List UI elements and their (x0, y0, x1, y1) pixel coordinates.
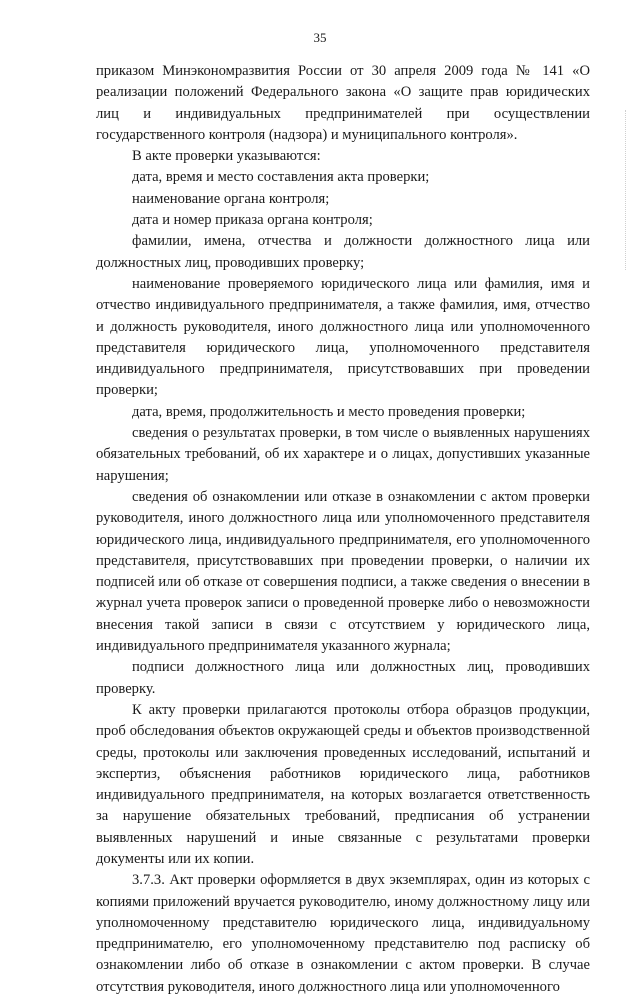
page-body (96, 61, 590, 998)
paragraph: подписи должностного лица или должностных лиц, проводивших проверку. (96, 659, 590, 697)
paragraph: наименование органа контроля; (132, 190, 330, 207)
paragraph: сведения о результатах проверки, в том числе о выявленных нарушениях обязательных требований, об их характере и о лицах, допустивших указанные нарушения; (96, 425, 590, 484)
paragraph: дата, время и место составления акта проверки; (132, 169, 430, 186)
page-number: 35 (313, 30, 327, 45)
paragraph: сведения об ознакомлении или отказе в ознакомлении с актом проверки руководителя, иного должностного лица или уполномоченного представителя юридического лица, индивидуального предпринимателя, его уполномоченного представителя, присутствовавших при проведении проверки, о наличии их подписей или об отказе от совершения подписи, а также сведения о внесении в журнал учета проверок записи о проведенной проверке либо о невозможности внесения такой записи в связи с отсутствием у юридического лица, индивидуального предпринимателя указанного журнала; (96, 488, 590, 655)
paragraph: дата и номер приказа органа контроля; (132, 212, 373, 229)
paragraph: К акту проверки прилагаются протоколы отбора образцов продукции, проб обследования объектов окружающей среды и объектов производственной среды, протоколы или заключения проведенных исследований, испытаний и экспертиз, объяснения работников юридического лица, работников индивидуального предпринимателя, на которых возлагается ответственность за нарушение обязательных требований, предписания об устранении выявленных нарушений и иные связанные с результатами проверки документы или их копии. (96, 701, 590, 867)
paragraph: дата, время, продолжительность и место проведения проверки; (132, 403, 526, 420)
paragraph: наименование проверяемого юридического лица или фамилия, имя и отчество индивидуального предпринимателя, а также фамилия, имя, отчество и должность руководителя, иного должностного лица или уполномоченного представителя юридического лица, уполномоченного представителя индивидуального предпринимателя, присутствовавших при проведении проверки; (96, 275, 590, 399)
paragraph: 3.7.3. Акт проверки оформляется в двух экземплярах, один из которых с копиями приложений вручается руководителю, иному должностному лицу или уполномоченному представителю юридического лица, индивидуальному предпринимателю, его уполномоченному представителю под расписку об ознакомлении либо об отказе в ознакомлении с актом проверки. В случае отсутствия руководителя, иного должностного лица или уполномоченного (96, 872, 590, 995)
paragraph: В акте проверки указываются: (132, 148, 321, 165)
paragraph: приказом Минэкономразвития России от 30 апреля 2009 года № 141 «О реализации положений Федерального закона «О защите прав юридических лиц и индивидуальных предпринимателей при осуществлении государственного контроля (надзора) и муниципального контроля». (96, 63, 590, 143)
scan-edge-mark (624, 110, 626, 270)
paragraph: фамилии, имена, отчества и должности должностного лица или должностных лиц, проводивших проверку; (96, 233, 590, 271)
